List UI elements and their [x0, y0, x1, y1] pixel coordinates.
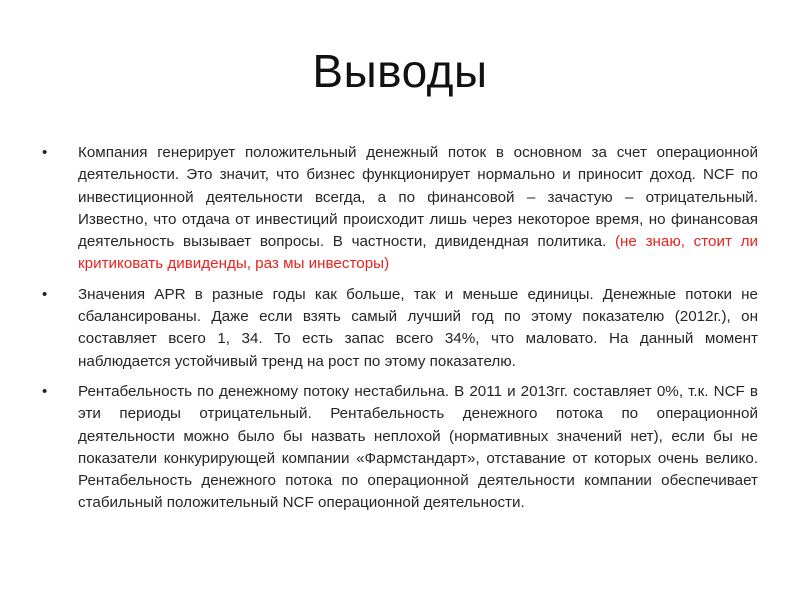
- bullet-text: Компания генерирует положительный денежный поток в основном за счет операционной деятельности. Это значит, что бизнес функционирует нормально и приносит доход. NCF по инвестиционной деятельности всегда, а по финансовой – зачастую – отрицательный. Известно, что отдача от инвестиций происходит лишь через некоторое время, но финансовая деятельность вызывает вопросы. В частности, дивидендная политика.: [78, 144, 758, 251]
- bullet-list: [38, 142, 758, 523]
- slide-title: Выводы: [312, 45, 488, 97]
- bullet-item-cashflow: [38, 142, 758, 276]
- bullet-note-red: (не знаю, стоит ли критиковать дивиденды, раз мы инвесторы): [78, 233, 758, 273]
- bullet-item-apr: [38, 284, 758, 373]
- bullet-marker: •: [42, 285, 48, 303]
- bullet-text: Значения APR в разные годы как больше, так и меньше единицы. Денежные потоки не сбалансированы. Даже если взять самый лучший год по этому показателю (2012г.), он составляет всего 1, 34. То есть запас всего 34%, что маловато. На данный момент наблюдается устойчивый тренд на рост по этому показателю.: [78, 285, 758, 370]
- bullet-marker: •: [42, 144, 48, 161]
- bullet-marker: •: [42, 382, 48, 400]
- bullet-text: Рентабельность по денежному потоку нестабильна. В 2011 и 2013гг. составляет 0%, т.к. NCF в эти периоды отрицательный. Рентабельность денежного потока по операционной деятельности можно было бы назвать неплохой (нормативных значений нет), если бы не показатели конкурирующей компании «Фармстандарт», отставание от которых очень велико. Рентабельность денежного потока по операционной деятельности компании обеспечивает стабильный положительный NCF операционной деятельности.: [78, 382, 758, 512]
- bullet-item-profitability: [38, 381, 758, 515]
